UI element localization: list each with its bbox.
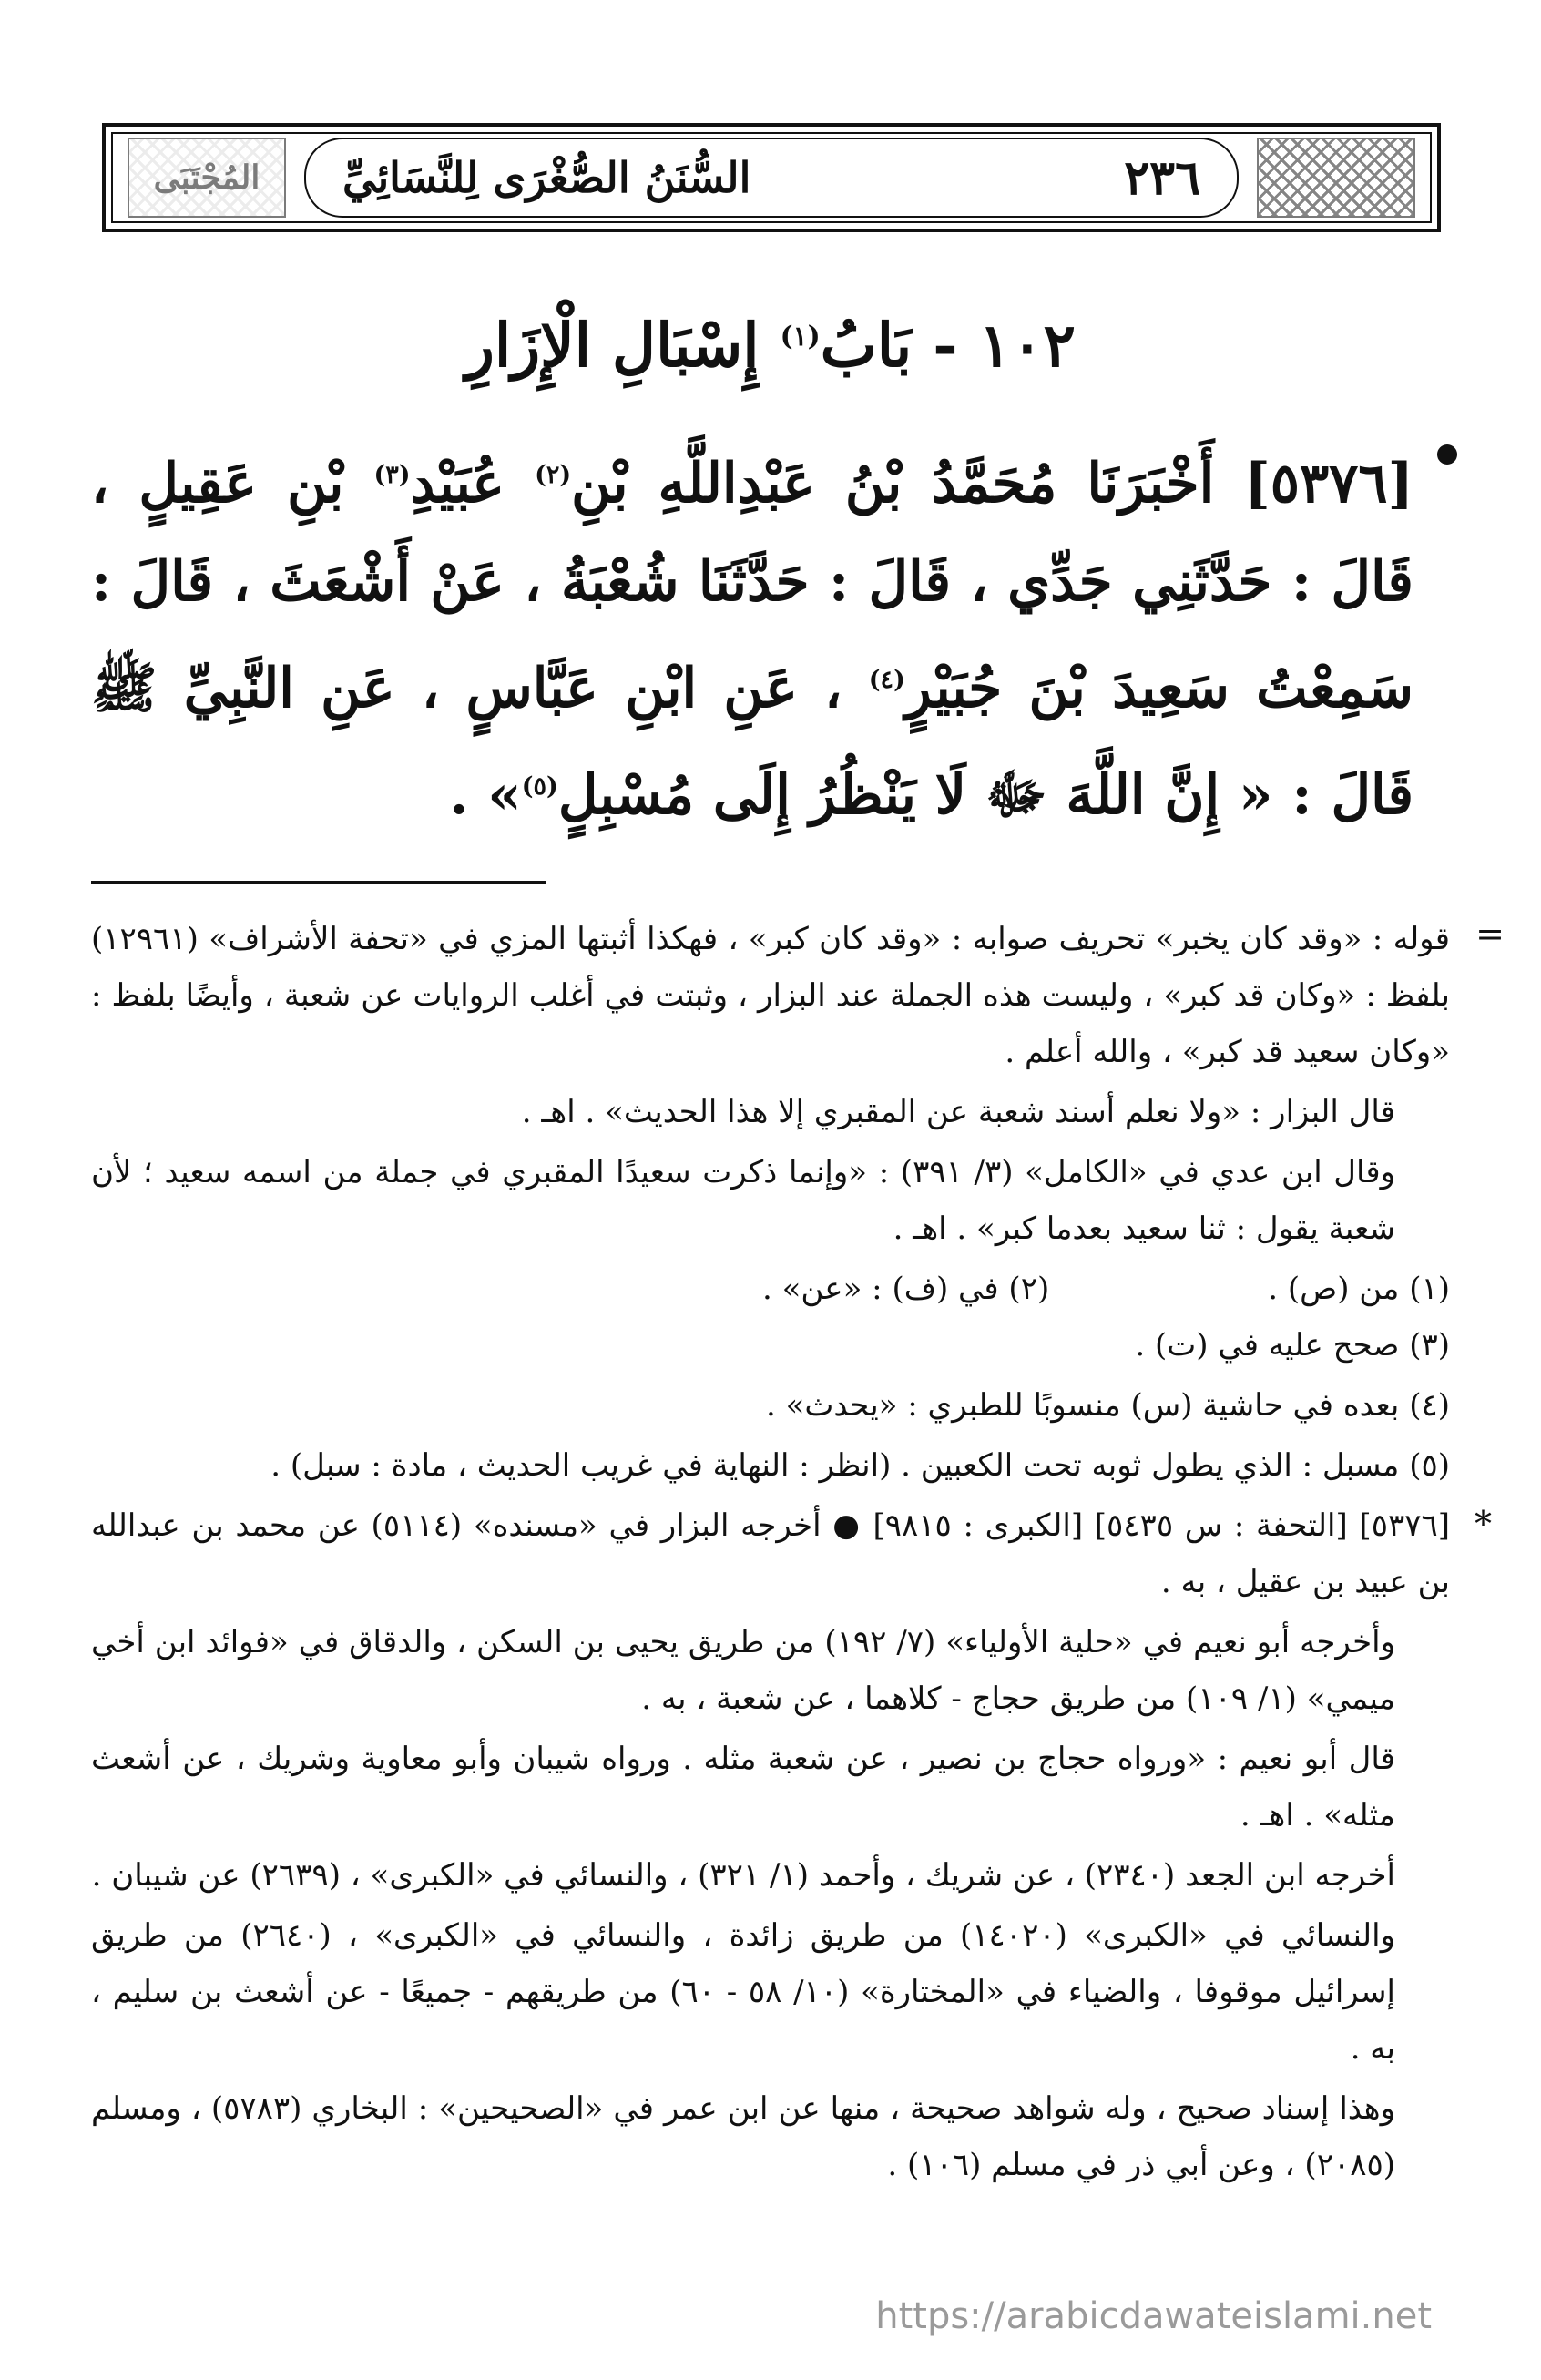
left-ornament <box>128 138 286 218</box>
footnote-2: (٢) في (ف) : «عن» . <box>761 1271 1050 1307</box>
takhrij-paragraph: أخرجه ابن الجعد (٢٣٤٠) ، عن شريك ، وأحمد (١/ ٣٢١) ، والنسائي في «الكبرى» ، (٢٦٣٩) عن شيبان . <box>91 1857 1395 1894</box>
footnote-4: (٤) بعده في حاشية (س) منسوبًا للطبري : «يحدث» . <box>765 1387 1450 1424</box>
takhrij-heading: * [٥٣٧٦] [التحفة : س ٥٤٣٥] [الكبرى : ٩٨١٥] ● أخرجه البزار في «مسنده» (٥١١٤) عن محمد بن عبدالله بن عبيد بن عقيل ، به . <box>91 1497 1450 1610</box>
star-icon: * <box>1475 1504 1492 1544</box>
footnote-3: (٣) صحح عليه في (ت) . <box>1135 1327 1450 1364</box>
right-ornament <box>1257 138 1415 218</box>
running-header <box>102 123 1441 232</box>
footnote-row <box>91 1261 1450 1317</box>
takhrij-paragraph: وأخرجه أبو نعيم في «حلية الأولياء» (٧/ ١٩٢) من طريق يحيى بن السكن ، والدقاق في «فوائد ابن أخي ميمي» (١/ ١٠٩) من طريق حجاج - كلاهما ، عن شعبة ، به . <box>91 1624 1395 1717</box>
book-title: السُّنَنُ الصُّغْرَى لِلنَّسَائِيِّ <box>342 153 751 202</box>
short-title: المُجْتَبَى <box>129 139 284 216</box>
footnotes <box>91 911 1505 2193</box>
chapter-heading: ١٠٢ - بَابُ$^{(١)}$ إِسْبَالِ الْإِزَارِ <box>464 310 1076 381</box>
watermark: https://arabicdawateislami.net <box>875 2295 1432 2337</box>
hadith-text: [٥٣٧٦] أَخْبَرَنَا مُحَمَّدُ بْنُ عَبْدِاللَّهِ بْنِ$^{(٢)}$ عُبَيْدِ$^{(٣)}$ بْنِ عَقِيلٍ ، قَالَ : حَدَّثَنِي جَدِّي ، قَالَ : حَدَّثَنَا شُعْبَةُ ، عَنْ أَشْعَثَ ، قَالَ : سَمِعْتُ سَعِيدَ بْنَ جُبَيْرٍ$^{(٤)}$ ، عَنِ ابْنِ عَبَّاسٍ ، عَنِ النَّبِيِّ ﷺ قَالَ : « إِنَّ اللَّهَ ﷻ لَا يَنْظُرُ إِلَى مُسْبِلٍ$^{(٥)}$» . <box>91 426 1450 844</box>
takhrij-paragraph: وهذا إسناد صحيح ، وله شواهد صحيحة ، منها عن ابن عمر في «الصحيحين» : البخاري (٥٧٨٣) ، ومسلم (٢٠٨٥) ، وعن أبي ذر في مسلم (١٠٦) . <box>91 2090 1395 2183</box>
footnote-1: (١) من (ص) . <box>1268 1271 1450 1307</box>
page-content <box>91 273 1505 2197</box>
footnote-divider <box>91 881 546 884</box>
takhrij-paragraph: قال أبو نعيم : «ورواه حجاج بن نصير ، عن شعبة مثله . ورواه شيبان وأبو معاوية وشريك ، عن أشعث مثله» . اهـ . <box>91 1741 1395 1834</box>
takhrij-paragraph: والنسائي في «الكبرى» (١٤٠٢٠) من طريق زائدة ، والنسائي في «الكبرى» ، (٢٦٤٠) من طريق إسرائيل موقوفا ، والضياء في «المختارة» (١٠/ ٥٨ - ٦٠) من طريقهم - جميعًا - عن أشعث بن سليم ، به . <box>91 1917 1395 2067</box>
note-continued: = قوله : «وقد كان يخبر» تحريف صوابه : «وقد كان كبر» ، فهكذا أثبتها المزي في «تحفة الأشراف» (١٢٩٦١) بلفظ : «وكان قد كبر» ، وليست هذه الجملة عند البزار ، وثبتت في أغلب الروايات عن شعبة ، وأيضًا بلفظ : «وكان سعيد قد كبر» ، والله أعلم . <box>91 911 1450 1080</box>
header-cartouche <box>304 138 1239 218</box>
continuation-mark: = <box>1475 914 1505 954</box>
note-paragraph: قال البزار : «ولا نعلم أسند شعبة عن المقبري إلا هذا الحديث» . اهـ . <box>521 1094 1395 1130</box>
bullet-icon <box>1437 444 1457 465</box>
note-paragraph: وقال ابن عدي في «الكامل» (٣/ ٣٩١) : «وإنما ذكرت سعيدًا المقبري في جملة من اسمه سعيد ؛ لأن شعبة يقول : ثنا سعيد بعدما كبر» . اهـ . <box>91 1154 1396 1247</box>
page-number: ٢٣٦ <box>1124 149 1200 206</box>
footnote-5: (٥) مسبل : الذي يطول ثوبه تحت الكعبين . (انظر : النهاية في غريب الحديث ، مادة : سبل) . <box>270 1447 1450 1484</box>
